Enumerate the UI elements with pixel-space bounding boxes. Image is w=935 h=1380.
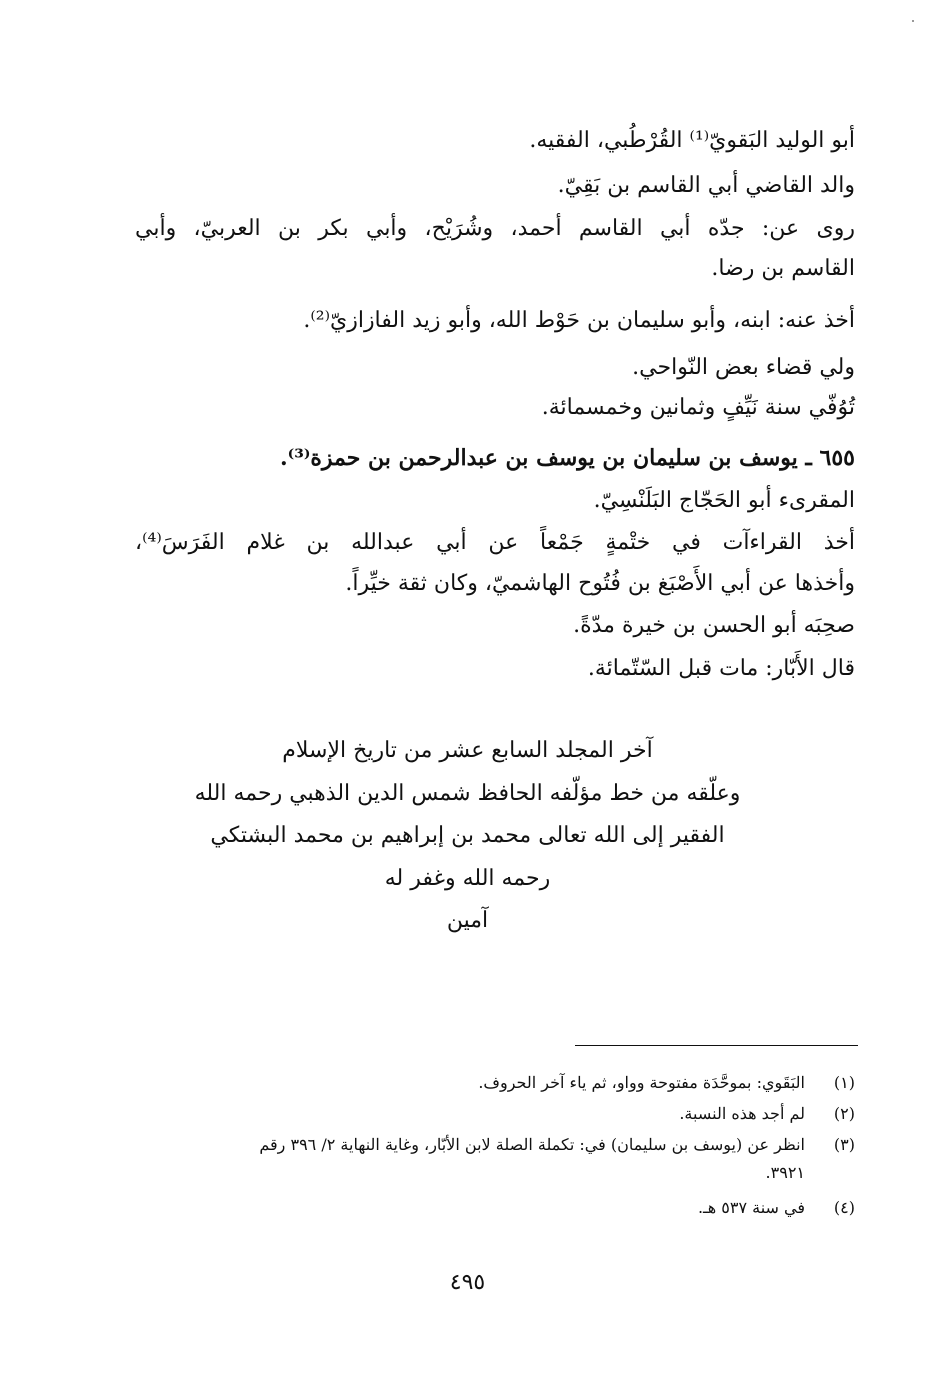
- colophon-line: الفقير إلى الله تعالى محمد بن إبراهيم بن محمد البشتكي: [210, 823, 725, 848]
- body-line: وأخذها عن أبي الأَصْبَغ بن فُتُوح الهاشميّ، وكان ثقة خيِّراً.: [345, 571, 855, 596]
- body-line: روى عن: جدّه أبي القاسم أحمد، وشُرَيْح، وأبي بكر بن العربيّ، وأبي: [135, 216, 855, 241]
- footnote-number: (٤): [833, 1198, 855, 1217]
- colophon-line: آمين: [446, 908, 489, 933]
- body-line: صحِبَه أبو الحسن بن خيرة مدّةً.: [573, 613, 855, 638]
- footnote-text: في سنة ٥٣٧ هـ.: [697, 1198, 805, 1217]
- entry-heading: ٦٥٥ ـ يوسف بن سليمان بن يوسف بن عبدالرحمن بن حمزة⁽³⁾.: [279, 445, 855, 471]
- body-line: قال الأَبّار: مات قبل السّتّمائة.: [587, 656, 855, 681]
- footnote: [698, 1200, 855, 1216]
- footnote: [679, 1106, 855, 1122]
- footnote-text: لم أجد هذه النسبة.: [679, 1104, 805, 1123]
- footnote-number: (٣): [833, 1135, 855, 1154]
- colophon-line: وعلّقه من خط مؤلّفه الحافظ شمس الدين الذهبي رحمه الله: [194, 781, 741, 806]
- body-line: تُوُفّي سنة نَيِّفٍ وثمانين وخمسمائة.: [541, 395, 855, 420]
- body-line: ولي قضاء بعض النّواحي.: [632, 355, 855, 380]
- footnote-number: (٢): [833, 1104, 855, 1123]
- scan-speck: [912, 20, 914, 22]
- footnote-text: البَقَوي: بموحَّدَة مفتوحة وواو، ثم ياء آخر الحروف.: [478, 1073, 805, 1092]
- body-line: أبو الوليد البَقويّ⁽¹⁾ القُرْطُبي، الفقيه.: [529, 128, 855, 153]
- body-line: أخذ القراءآت في ختْمةٍ جَمْعاً عن أبي عبدالله بن غلام الفَرَسَ⁽⁴⁾،: [135, 530, 855, 555]
- footnote: [259, 1137, 855, 1153]
- body-line: أخذ عنه: ابنه، وأبو سليمان بن حَوْط الله، وأبو زيد الفازازيّ⁽²⁾.: [303, 308, 855, 333]
- body-line: والد القاضي أبي القاسم بن بَقِيّ.: [557, 173, 855, 198]
- footnote: [478, 1075, 855, 1091]
- colophon-line: رحمه الله وغفر له: [384, 866, 551, 891]
- colophon-line: آخر المجلد السابع عشر من تاريخ الإسلام: [282, 738, 653, 763]
- page-number: ٤٩٥: [449, 1270, 486, 1295]
- footnote-divider: [575, 1045, 858, 1046]
- footnote-number: (١): [833, 1073, 855, 1092]
- body-line: القاسم بن رضا.: [711, 256, 855, 281]
- footnote-text: انظر عن (يوسف بن سليمان) في: تكملة الصلة لابن الأبّار، وغاية النهاية ٢/ ٣٩٦ رقم: [259, 1135, 805, 1154]
- footnote-continuation: ٣٩٢١.: [765, 1163, 805, 1182]
- body-line: المقرىء أبو الحَجّاج البَلَنْسِيّ.: [593, 488, 855, 513]
